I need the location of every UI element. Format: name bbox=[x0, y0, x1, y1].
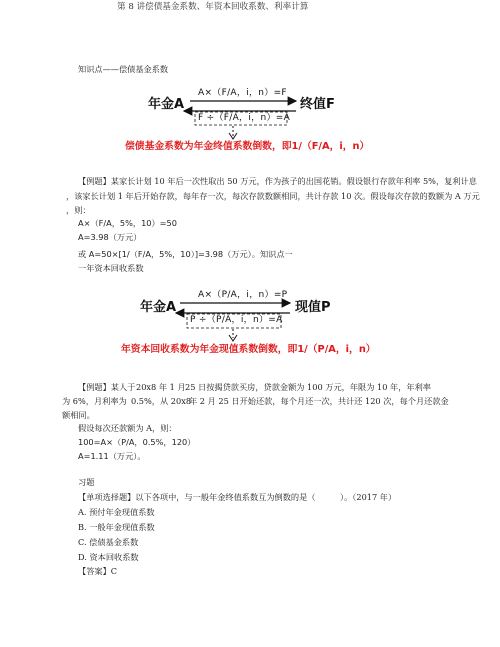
example1-line2: ，该家长计划 1 年后开始存款，每年存一次，每次存款数额相同，共计存款 10 次。假设每次存款的数额为 A 万元 bbox=[66, 191, 480, 201]
formula-top-2: A×（P/A，i，n）=P bbox=[198, 290, 288, 300]
example1-calc1: A×（F/A，5%，10）=50 bbox=[78, 218, 177, 228]
example2-line1a: 【例题】某人于 bbox=[78, 382, 136, 392]
option-c: C. 偿债基金系数 bbox=[78, 537, 139, 547]
example1-calc3: 或 A=50×[1/（F/A，5%，10）]=3.98（万元）。知识点一 bbox=[78, 249, 293, 259]
example2-line1b: 20x8 年 1 月 bbox=[136, 382, 186, 392]
label-present-value: 现值P bbox=[295, 300, 331, 315]
page-header: 第 8 讲偿债基金系数、年资本回收系数、利率计算 bbox=[117, 2, 309, 12]
formula-top: A×（F/A，i，n）=F bbox=[198, 88, 287, 98]
exercise-question: 【单项选择题】以下各项中，与一般年金终值系数互为倒数的是（ ）。（2017 年） bbox=[78, 492, 397, 502]
example2-line4: 假设每次还款额为 A，则： bbox=[78, 423, 177, 433]
label-annuity-2: 年金A bbox=[140, 300, 177, 315]
option-a: A. 预付年金现值系数 bbox=[78, 507, 155, 517]
option-d: D. 资本回收系数 bbox=[78, 552, 139, 562]
exercise-heading: 习题 bbox=[78, 477, 95, 487]
option-b: B. 一般年金现值系数 bbox=[78, 522, 155, 532]
example2-line2b: 0.5%，从 20x8 bbox=[131, 396, 192, 406]
example1-calc2: A=3.98（万元） bbox=[78, 232, 142, 242]
conclusion-capital-recovery: 年资本回收系数为年金现值系数倒数，即1/（P/A，i，n） bbox=[121, 344, 376, 355]
example2-line3: 额相同。 bbox=[62, 410, 95, 420]
formula-bottom-2: P ÷（P/A，i，n）=A bbox=[190, 315, 283, 325]
answer: 【答案】C bbox=[78, 566, 118, 576]
example2-line2a: 为 6%，月利率为 bbox=[62, 396, 127, 406]
label-annuity: 年金A bbox=[148, 97, 185, 112]
formula-bottom: F ÷（F/A，i，n）=A bbox=[198, 113, 291, 123]
conclusion-sinking-fund: 偿债基金系数为年金终值系数倒数，即1/（F/A，i，n） bbox=[125, 141, 370, 152]
section-heading: 知识点——偿债基金系数 bbox=[78, 64, 169, 74]
example1-line3: ，则： bbox=[66, 205, 91, 215]
example2-calc2: A=1.11（万元）。 bbox=[78, 451, 146, 461]
example2-calc1: 100=A×（P/A，0.5%，120） bbox=[78, 437, 196, 447]
example2-line1c: 25 日按揭贷款买房，贷款金额为 100 万元，年限为 10 年，年利率 bbox=[185, 382, 431, 392]
example1-line1: 【例题】某家长计划 10 年后一次性取出 50 万元，作为孩子的出国花销。假设银行存款年利率 5%，复利计息 bbox=[78, 176, 477, 186]
section-heading-2: 一年资本回收系数 bbox=[78, 263, 144, 273]
example2-line2c: 年 2 月 25 日开始还款，每个月还一次，共计还 120 次，每个月还款金 bbox=[189, 396, 449, 406]
label-future-value: 终值F bbox=[300, 97, 335, 112]
